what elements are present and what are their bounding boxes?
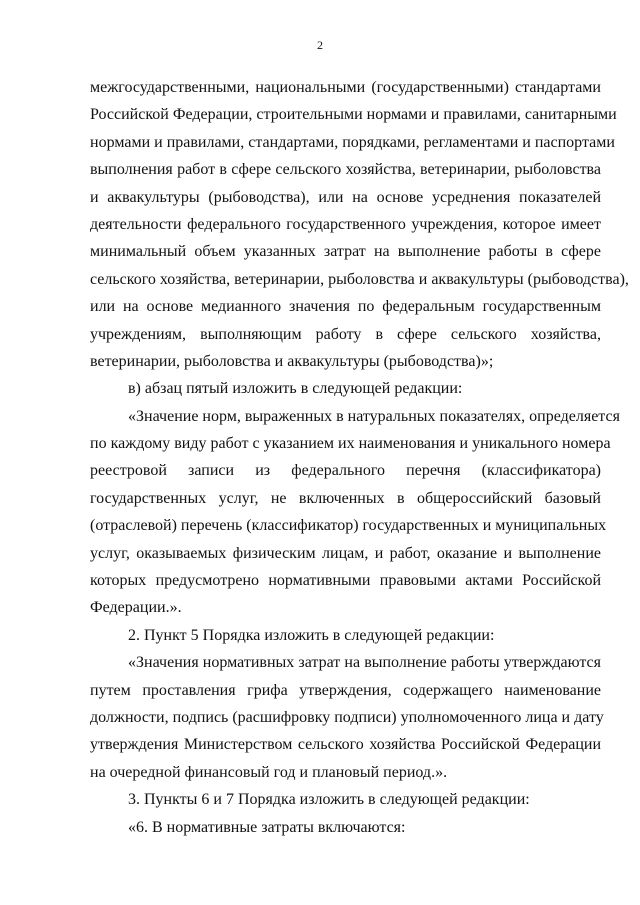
- text-line: услуг, оказываемых физическим лицам, и работ, оказание и выполнение: [90, 544, 601, 562]
- text-line: сельского хозяйства, ветеринарии, рыболовства и аквакультуры (рыбоводства),: [90, 270, 629, 288]
- text-line: «Значения нормативных затрат на выполнение работы утверждаются: [128, 654, 601, 672]
- text-line: которых предусмотрено нормативными правовыми актами Российской: [90, 572, 601, 590]
- text-line: в) абзац пятый изложить в следующей редакции:: [128, 380, 463, 398]
- paragraph-item-2: [90, 622, 601, 649]
- text-line: Федерации.».: [90, 599, 182, 617]
- paragraph-item-6: [90, 814, 601, 841]
- text-line: и аквакультуры (рыбоводства), или на основе усреднения показателей: [90, 188, 601, 206]
- paragraph-continuation: [90, 74, 629, 375]
- text-line: или на основе медианного значения по федеральным государственным: [90, 298, 601, 316]
- text-line: «Значение норм, выраженных в натуральных показателях, определяется: [128, 407, 620, 425]
- text-line: государственных услуг, не включенных в общероссийский базовый: [90, 489, 601, 507]
- text-line: на очередной финансовый год и плановый период.».: [90, 763, 448, 781]
- text-line: Российской Федерации, строительными нормами и правилами, санитарными: [90, 106, 617, 124]
- paragraph-quote-approval: [90, 649, 604, 786]
- text-line: «6. В нормативные затраты включаются:: [128, 818, 406, 836]
- text-line: учреждениям, выполняющим работу в сфере сельского хозяйства,: [90, 325, 601, 343]
- text-line: межгосударственными, национальными (государственными) стандартами: [90, 79, 601, 96]
- text-line: по каждому виду работ с указанием их наименования и уникального номера: [90, 435, 611, 453]
- text-line: ветеринарии, рыболовства и аквакультуры (рыбоводства)»;: [90, 352, 494, 370]
- text-line: должности, подпись (расшифровку подписи) уполномоченного лица и дату: [90, 708, 604, 726]
- text-line: 2. Пункт 5 Порядка изложить в следующей редакции:: [128, 626, 495, 644]
- text-line: утверждения Министерством сельского хозяйства Российской Федерации: [90, 736, 601, 754]
- text-line: выполнения работ в сфере сельского хозяйства, ветеринарии, рыболовства: [90, 161, 601, 179]
- paragraph-quote-norms: [90, 403, 620, 622]
- text-line: деятельности федерального государственного учреждения, которое имеет: [90, 215, 601, 233]
- text-line: минимальный объем указанных затрат на выполнение работы в сфере: [90, 243, 601, 261]
- text-line: 3. Пункты 6 и 7 Порядка изложить в следующей редакции:: [128, 791, 530, 809]
- text-line: (отраслевой) перечень (классификатор) государственных и муниципальных: [90, 517, 607, 535]
- document-body: [90, 74, 629, 841]
- page-number: 2: [317, 38, 323, 52]
- text-line: нормами и правилами, стандартами, порядками, регламентами и паспортами: [90, 133, 615, 151]
- paragraph-item-3: [90, 786, 601, 813]
- paragraph-item-v: [90, 375, 601, 402]
- text-line: путем проставления грифа утверждения, содержащего наименование: [90, 681, 601, 699]
- text-line: реестровой записи из федерального перечня (классификатора): [90, 462, 601, 480]
